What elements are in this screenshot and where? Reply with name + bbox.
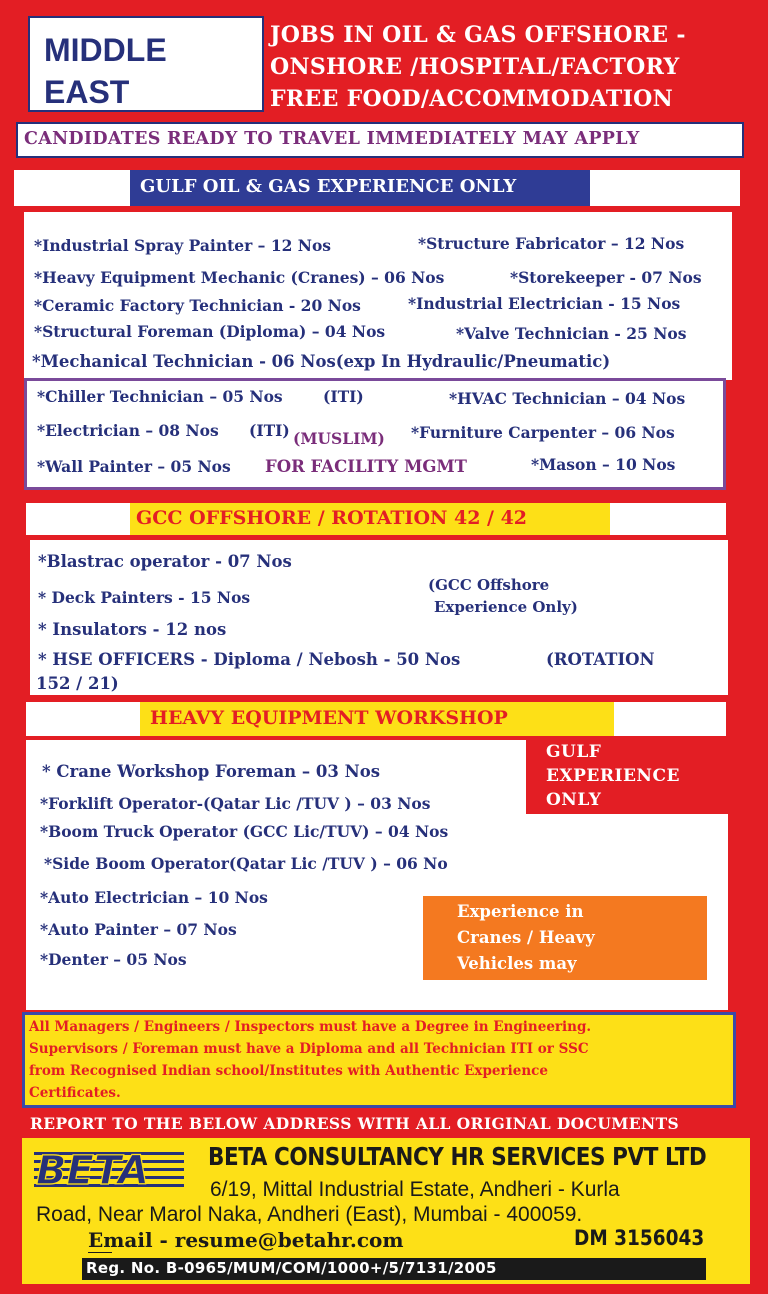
candidates-notice-text: CANDIDATES READY TO TRAVEL IMMEDIATELY MAY APPLY: [24, 129, 640, 149]
job-item: *Side Boom Operator(Qatar Lic /TUV ) – 06 No: [44, 854, 448, 873]
job-item: *Mechanical Technician - 06 Nos(exp In Hydraulic/Pneumatic): [32, 352, 611, 371]
job-item: *Boom Truck Operator (GCC Lic/TUV) – 04 Nos: [40, 822, 449, 841]
gcc-note-line-2: Experience Only): [434, 598, 578, 616]
job-item: *Structural Foreman (Diploma) – 04 Nos: [34, 322, 386, 341]
job-item: * HSE OFFICERS - Diploma / Nebosh - 50 Nos: [38, 650, 461, 669]
gcc-section-title-text: GCC OFFSHORE / ROTATION 42 / 42: [136, 507, 528, 529]
headline-line-1: JOBS IN OIL & GAS OFFSHORE -: [270, 22, 686, 48]
company-name: BETA CONSULTANCY HR SERVICES PVT LTD: [208, 1142, 707, 1171]
job-item: *Auto Electrician – 10 Nos: [40, 888, 268, 907]
job-item: * Deck Painters - 15 Nos: [38, 588, 251, 607]
requirement-line: All Managers / Engineers / Inspectors must have a Degree in Engineering.: [29, 1019, 592, 1035]
heavy-section-title: [140, 702, 614, 736]
job-item: *Furniture Carpenter – 06 Nos: [411, 423, 675, 442]
job-item: *Industrial Spray Painter – 12 Nos: [34, 236, 332, 255]
region-box: [28, 16, 264, 112]
job-item: * Insulators - 12 nos: [38, 620, 227, 639]
job-item: *Forklift Operator-(Qatar Lic /TUV ) – 03 Nos: [40, 794, 431, 813]
requirement-line: from Recognised Indian school/Institutes with Authentic Experience: [29, 1063, 548, 1079]
job-item: *Blastrac operator - 07 Nos: [38, 552, 292, 571]
gulf-experience-badge: [526, 738, 728, 814]
job-item: *Chiller Technician – 05 Nos: [37, 387, 283, 406]
gulf-section-title-text: GULF OIL & GAS EXPERIENCE ONLY: [140, 176, 517, 197]
gulf-badge-line-3: ONLY: [546, 790, 602, 810]
experience-note-box: [423, 896, 707, 980]
job-item: *Mason – 10 Nos: [531, 455, 676, 474]
address-line-1: 6/19, Mittal Industrial Estate, Andheri - Kurla: [210, 1178, 620, 1201]
gulf-section-title: [130, 170, 590, 206]
gulf-jobs-panel: [24, 212, 732, 380]
facility-mgmt-label: FOR FACILITY MGMT: [265, 457, 467, 476]
gcc-jobs-panel: [30, 540, 728, 695]
rotation-tag: (ROTATION: [546, 650, 655, 669]
job-item: *Ceramic Factory Technician - 20 Nos: [34, 296, 361, 315]
qualification-tag: (ITI): [249, 421, 290, 440]
job-item: *Heavy Equipment Mechanic (Cranes) – 06 Nos: [34, 268, 445, 287]
email-underline: [88, 1252, 112, 1253]
logo-text: BETA: [36, 1148, 149, 1190]
religion-tag: (MUSLIM): [293, 429, 385, 448]
report-notice-text: REPORT TO THE BELOW ADDRESS WITH ALL ORIGINAL DOCUMENTS: [30, 1114, 680, 1133]
rotation-value: 152 / 21): [36, 674, 119, 693]
job-item: *Denter – 05 Nos: [40, 950, 187, 969]
report-notice: [22, 1110, 750, 1138]
job-item: * Crane Workshop Foreman – 03 Nos: [42, 762, 380, 781]
headline-box: [266, 18, 742, 114]
gulf-badge-line-2: EXPERIENCE: [546, 766, 680, 786]
requirement-line: Supervisors / Foreman must have a Diploma and all Technician ITI or SSC: [29, 1041, 589, 1057]
email-address[interactable]: Email - resume@betahr.com: [88, 1228, 404, 1252]
headline-line-3: FREE FOOD/ACCOMMODATION: [270, 86, 674, 112]
experience-note-line-1: Experience in: [457, 902, 584, 921]
heavy-section-title-text: HEAVY EQUIPMENT WORKSHOP: [150, 707, 508, 729]
region-line-1: MIDDLE: [44, 32, 167, 68]
requirements-box: [22, 1012, 736, 1108]
beta-logo: [30, 1146, 194, 1190]
headline-line-2: ONSHORE /HOSPITAL/FACTORY: [270, 54, 680, 80]
job-item: *Industrial Electrician - 15 Nos: [408, 294, 681, 313]
experience-note-line-2: Cranes / Heavy: [457, 928, 595, 947]
job-item: *HVAC Technician – 04 Nos: [449, 389, 686, 408]
job-item: *Auto Painter – 07 Nos: [40, 920, 237, 939]
gcc-note-line-1: (GCC Offshore: [428, 576, 550, 594]
requirement-line: Certificates.: [29, 1085, 121, 1101]
registration-number: Reg. No. B-0965/MUM/COM/1000+/5/7131/2005: [86, 1259, 497, 1277]
dm-number: DM 3156043: [574, 1226, 705, 1250]
job-item: *Electrician – 08 Nos: [37, 421, 219, 440]
gulf-badge-line-1: GULF: [546, 742, 602, 762]
address-line-2: Road, Near Marol Naka, Andheri (East), Mumbai - 400059.: [36, 1203, 583, 1226]
registration-bar: [82, 1258, 706, 1280]
experience-note-line-3: Vehicles may: [457, 954, 577, 973]
facility-jobs-panel: [24, 378, 726, 490]
candidates-notice: [16, 122, 744, 158]
job-item: *Structure Fabricator – 12 Nos: [418, 234, 685, 253]
job-item: *Valve Technician - 25 Nos: [456, 324, 687, 343]
gcc-section-title: [130, 503, 610, 535]
region-line-2: EAST: [44, 74, 130, 110]
job-item: *Wall Painter – 05 Nos: [37, 457, 231, 476]
job-item: *Storekeeper - 07 Nos: [510, 268, 702, 287]
qualification-tag: (ITI): [323, 387, 364, 406]
